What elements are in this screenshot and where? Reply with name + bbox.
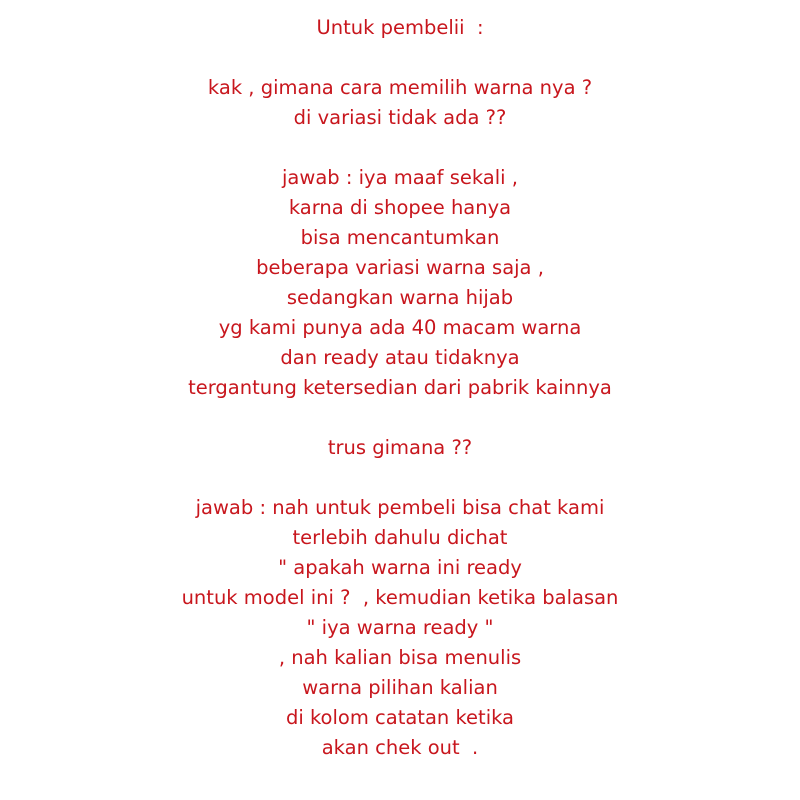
- answer-2-line: untuk model ini ? , kemudian ketika balasan: [181, 586, 619, 609]
- answer-1-line: karna di shopee hanya: [288, 196, 512, 219]
- answer-2-line: " apakah warna ini ready: [278, 556, 522, 579]
- question-1-line: di variasi tidak ada ??: [293, 106, 507, 129]
- answer-2-line: akan chek out .: [321, 736, 479, 759]
- answer-1-line: yg kami punya ada 40 macam warna: [218, 316, 582, 339]
- spacer: [0, 43, 800, 73]
- answer-2-line: terlebih dahulu dichat: [292, 526, 508, 549]
- question-2-line: trus gimana ??: [327, 436, 473, 459]
- spacer: [0, 463, 800, 493]
- question-1: [0, 73, 800, 133]
- answer-1-line: bisa mencantumkan: [300, 226, 500, 249]
- answer-1-line: sedangkan warna hijab: [286, 286, 514, 309]
- answer-1-line: beberapa variasi warna saja ,: [256, 256, 544, 279]
- answer-1-line: tergantung ketersedian dari pabrik kainnya: [188, 376, 612, 399]
- answer-1-line: dan ready atau tidaknya: [280, 346, 520, 369]
- heading: Untuk pembelii :: [316, 16, 484, 39]
- question-2: [0, 433, 800, 463]
- answer-2-line: , nah kalian bisa menulis: [278, 646, 522, 669]
- answer-2-line: warna pilihan kalian: [302, 676, 498, 699]
- answer-2-line: " iya warna ready ": [306, 616, 494, 639]
- answer-1-line: jawab : iya maaf sekali ,: [282, 166, 518, 189]
- answer-1: [0, 163, 800, 403]
- answer-2: [0, 493, 800, 763]
- question-1-line: kak , gimana cara memilih warna nya ?: [207, 76, 593, 99]
- answer-2-line: di kolom catatan ketika: [285, 706, 515, 729]
- answer-2-line: jawab : nah untuk pembeli bisa chat kami: [195, 496, 605, 519]
- spacer: [0, 133, 800, 163]
- spacer: [0, 403, 800, 433]
